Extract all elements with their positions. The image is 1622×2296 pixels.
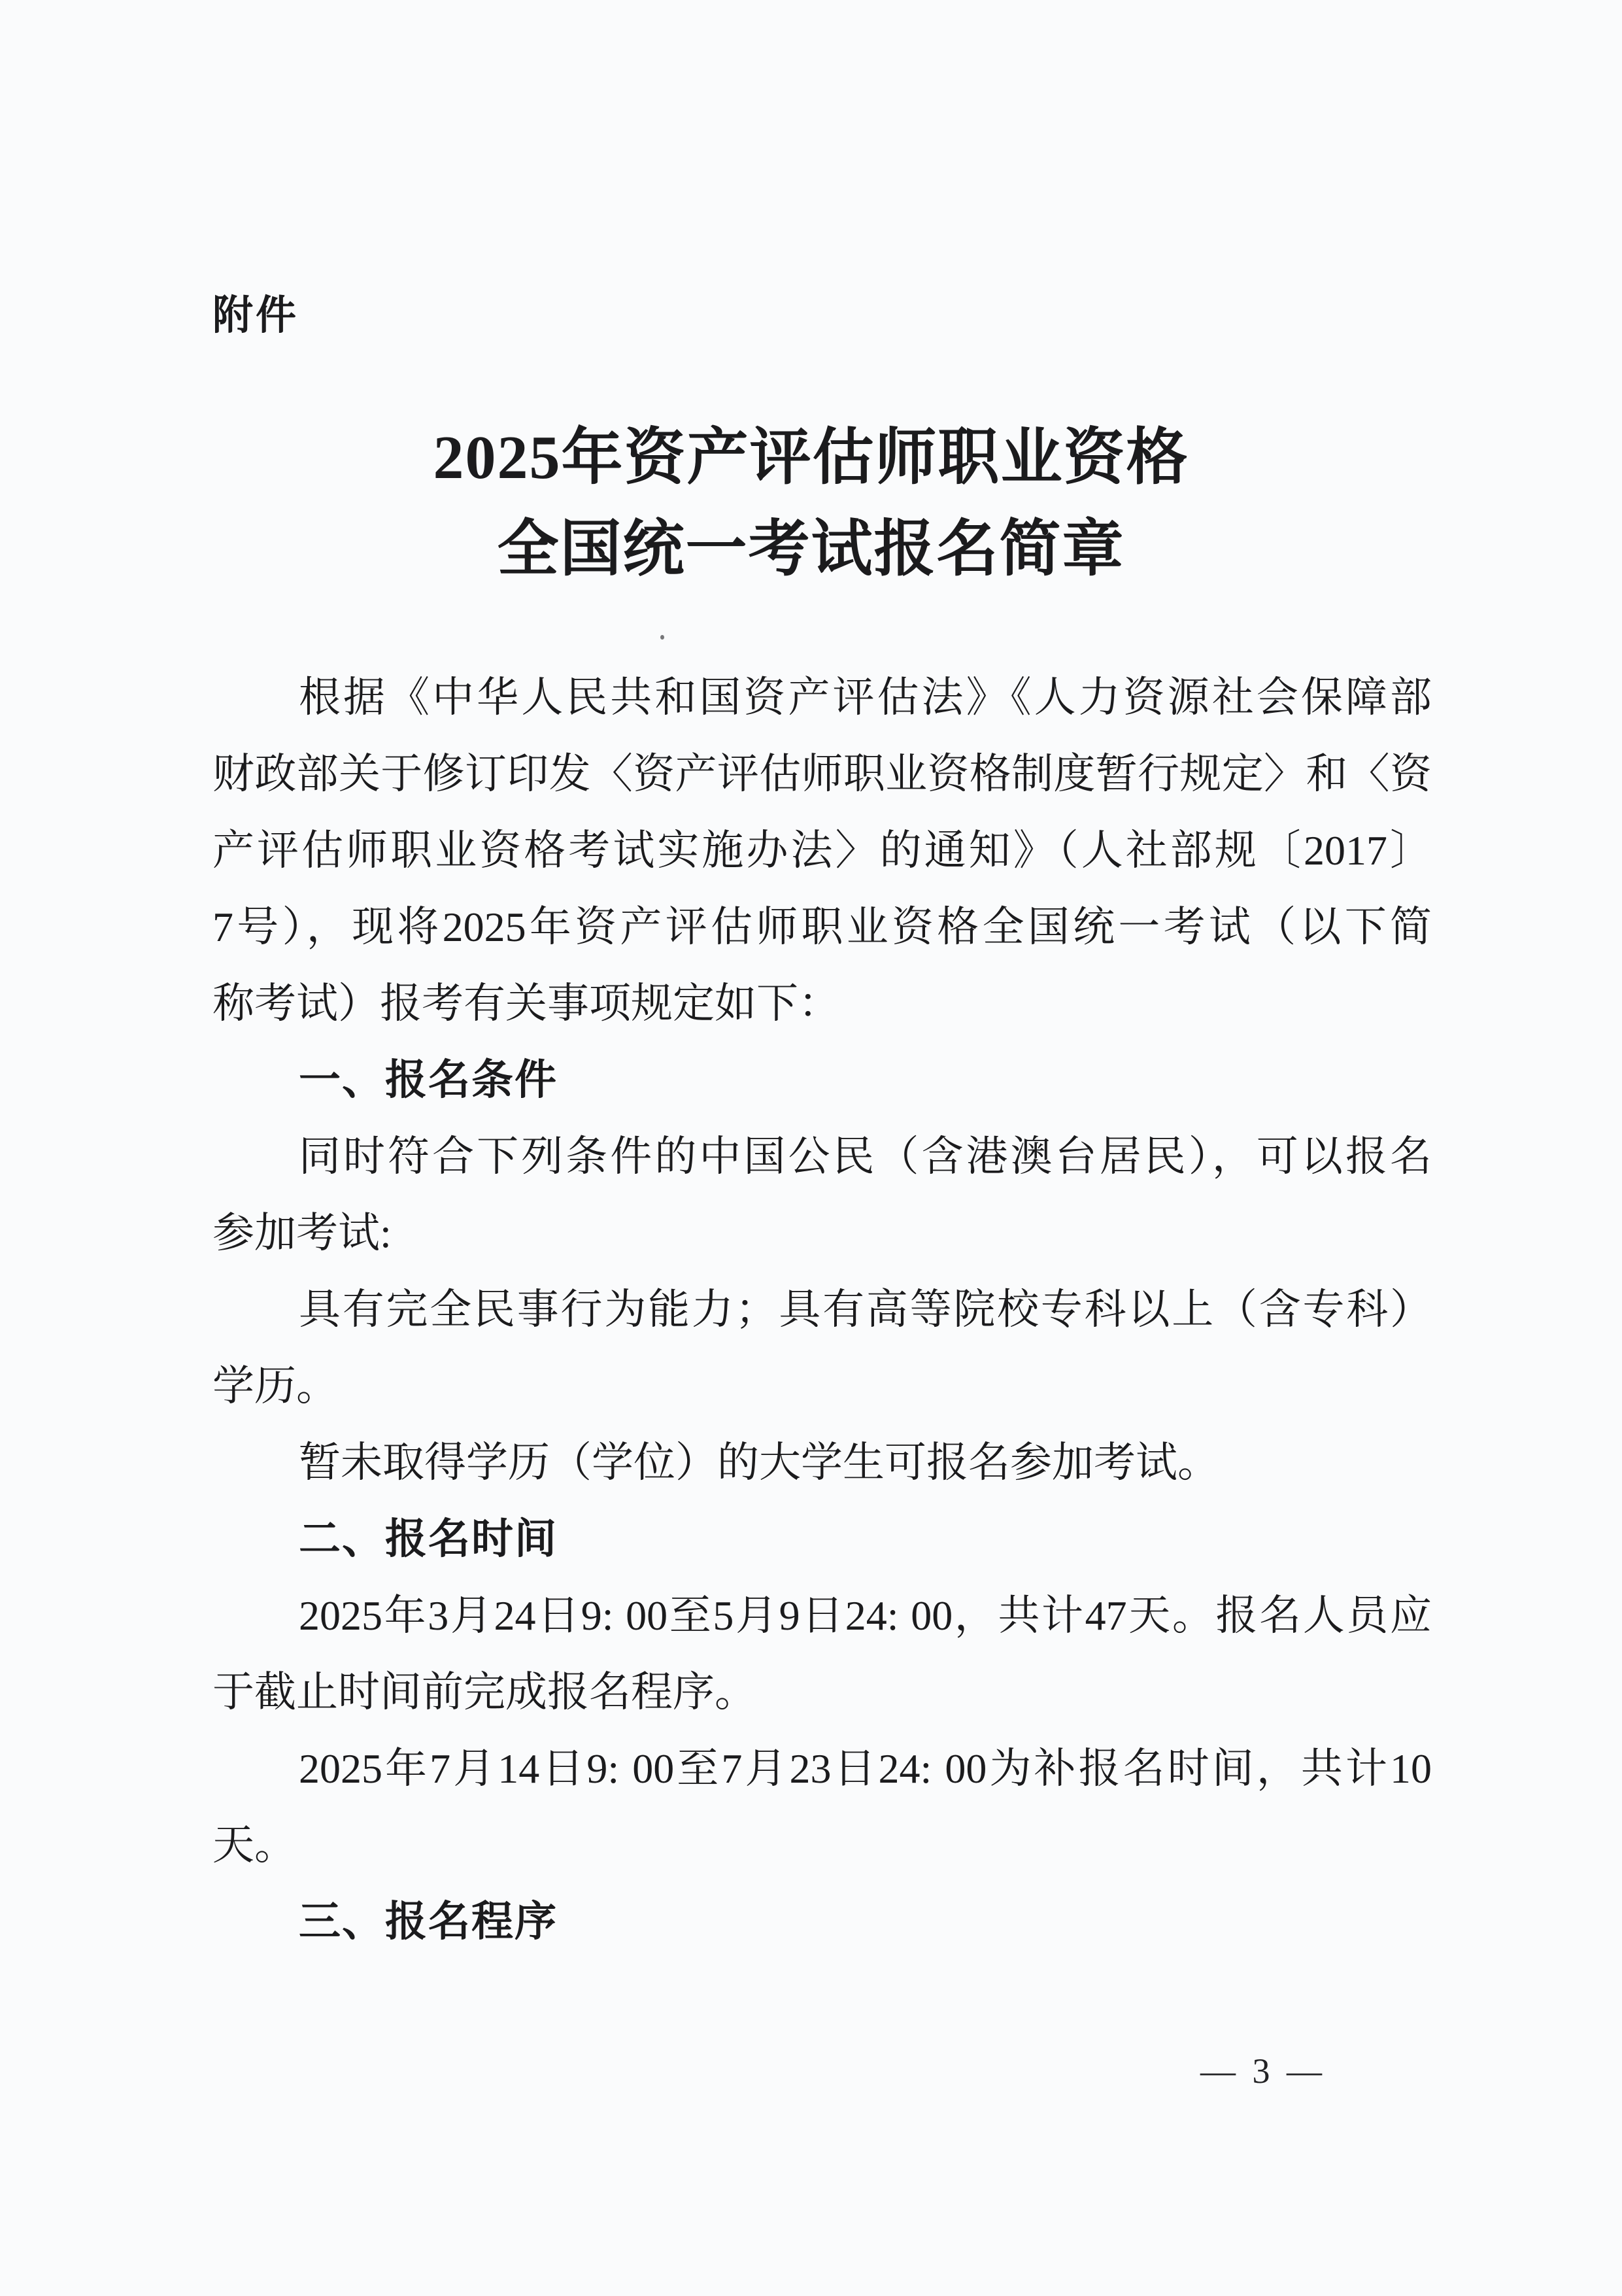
section-heading-registration-conditions: 一、报名条件: [299, 1056, 558, 1103]
body-line: 暂未取得学历（学位）的大学生可报名参加考试。: [299, 1439, 1219, 1486]
attachment-label: 附件: [212, 293, 299, 338]
body-line: 具有完全民事行为能力；具有高等院校专科以上（含专科）: [299, 1286, 1432, 1333]
body-line: 于截止时间前完成报名程序。: [212, 1669, 756, 1715]
body-line: 2025年7月14日9: 00至7月23日24: 00为补报名时间，共计10: [299, 1745, 1432, 1792]
body-line: 产评估师职业资格考试实施办法〉的通知》（人社部规〔2017〕: [212, 827, 1432, 874]
body-line: 天。: [212, 1822, 296, 1868]
body-line: 参加考试:: [212, 1210, 392, 1256]
page-number: — 3 —: [1200, 2051, 1326, 2091]
scan-artifact-dot: [660, 635, 664, 640]
document-title: [0, 412, 1622, 595]
document-title-line-1: 2025年资产评估师职业资格: [433, 424, 1189, 492]
body-line: 根据《中华人民共和国资产评估法》《人力资源社会保障部: [299, 674, 1432, 721]
body-line: 财政部关于修订印发〈资产评估师职业资格制度暂行规定〉和〈资: [212, 751, 1432, 797]
document-body: [212, 659, 1432, 1960]
body-line: 2025年3月24日9: 00至5月9日24: 00，共计47天。报名人员应: [299, 1592, 1432, 1639]
body-line: 同时符合下列条件的中国公民（含港澳台居民），可以报名: [299, 1133, 1432, 1180]
body-line: 学历。: [212, 1363, 338, 1409]
body-line: 7号），现将2025年资产评估师职业资格全国统一考试（以下简: [212, 904, 1432, 950]
body-line: 称考试）报考有关事项规定如下：: [212, 980, 840, 1027]
section-heading-registration-time: 二、报名时间: [299, 1515, 558, 1562]
document-title-line-2: 全国统一考试报名简章: [497, 515, 1125, 583]
section-heading-registration-procedure: 三、报名程序: [299, 1898, 558, 1945]
